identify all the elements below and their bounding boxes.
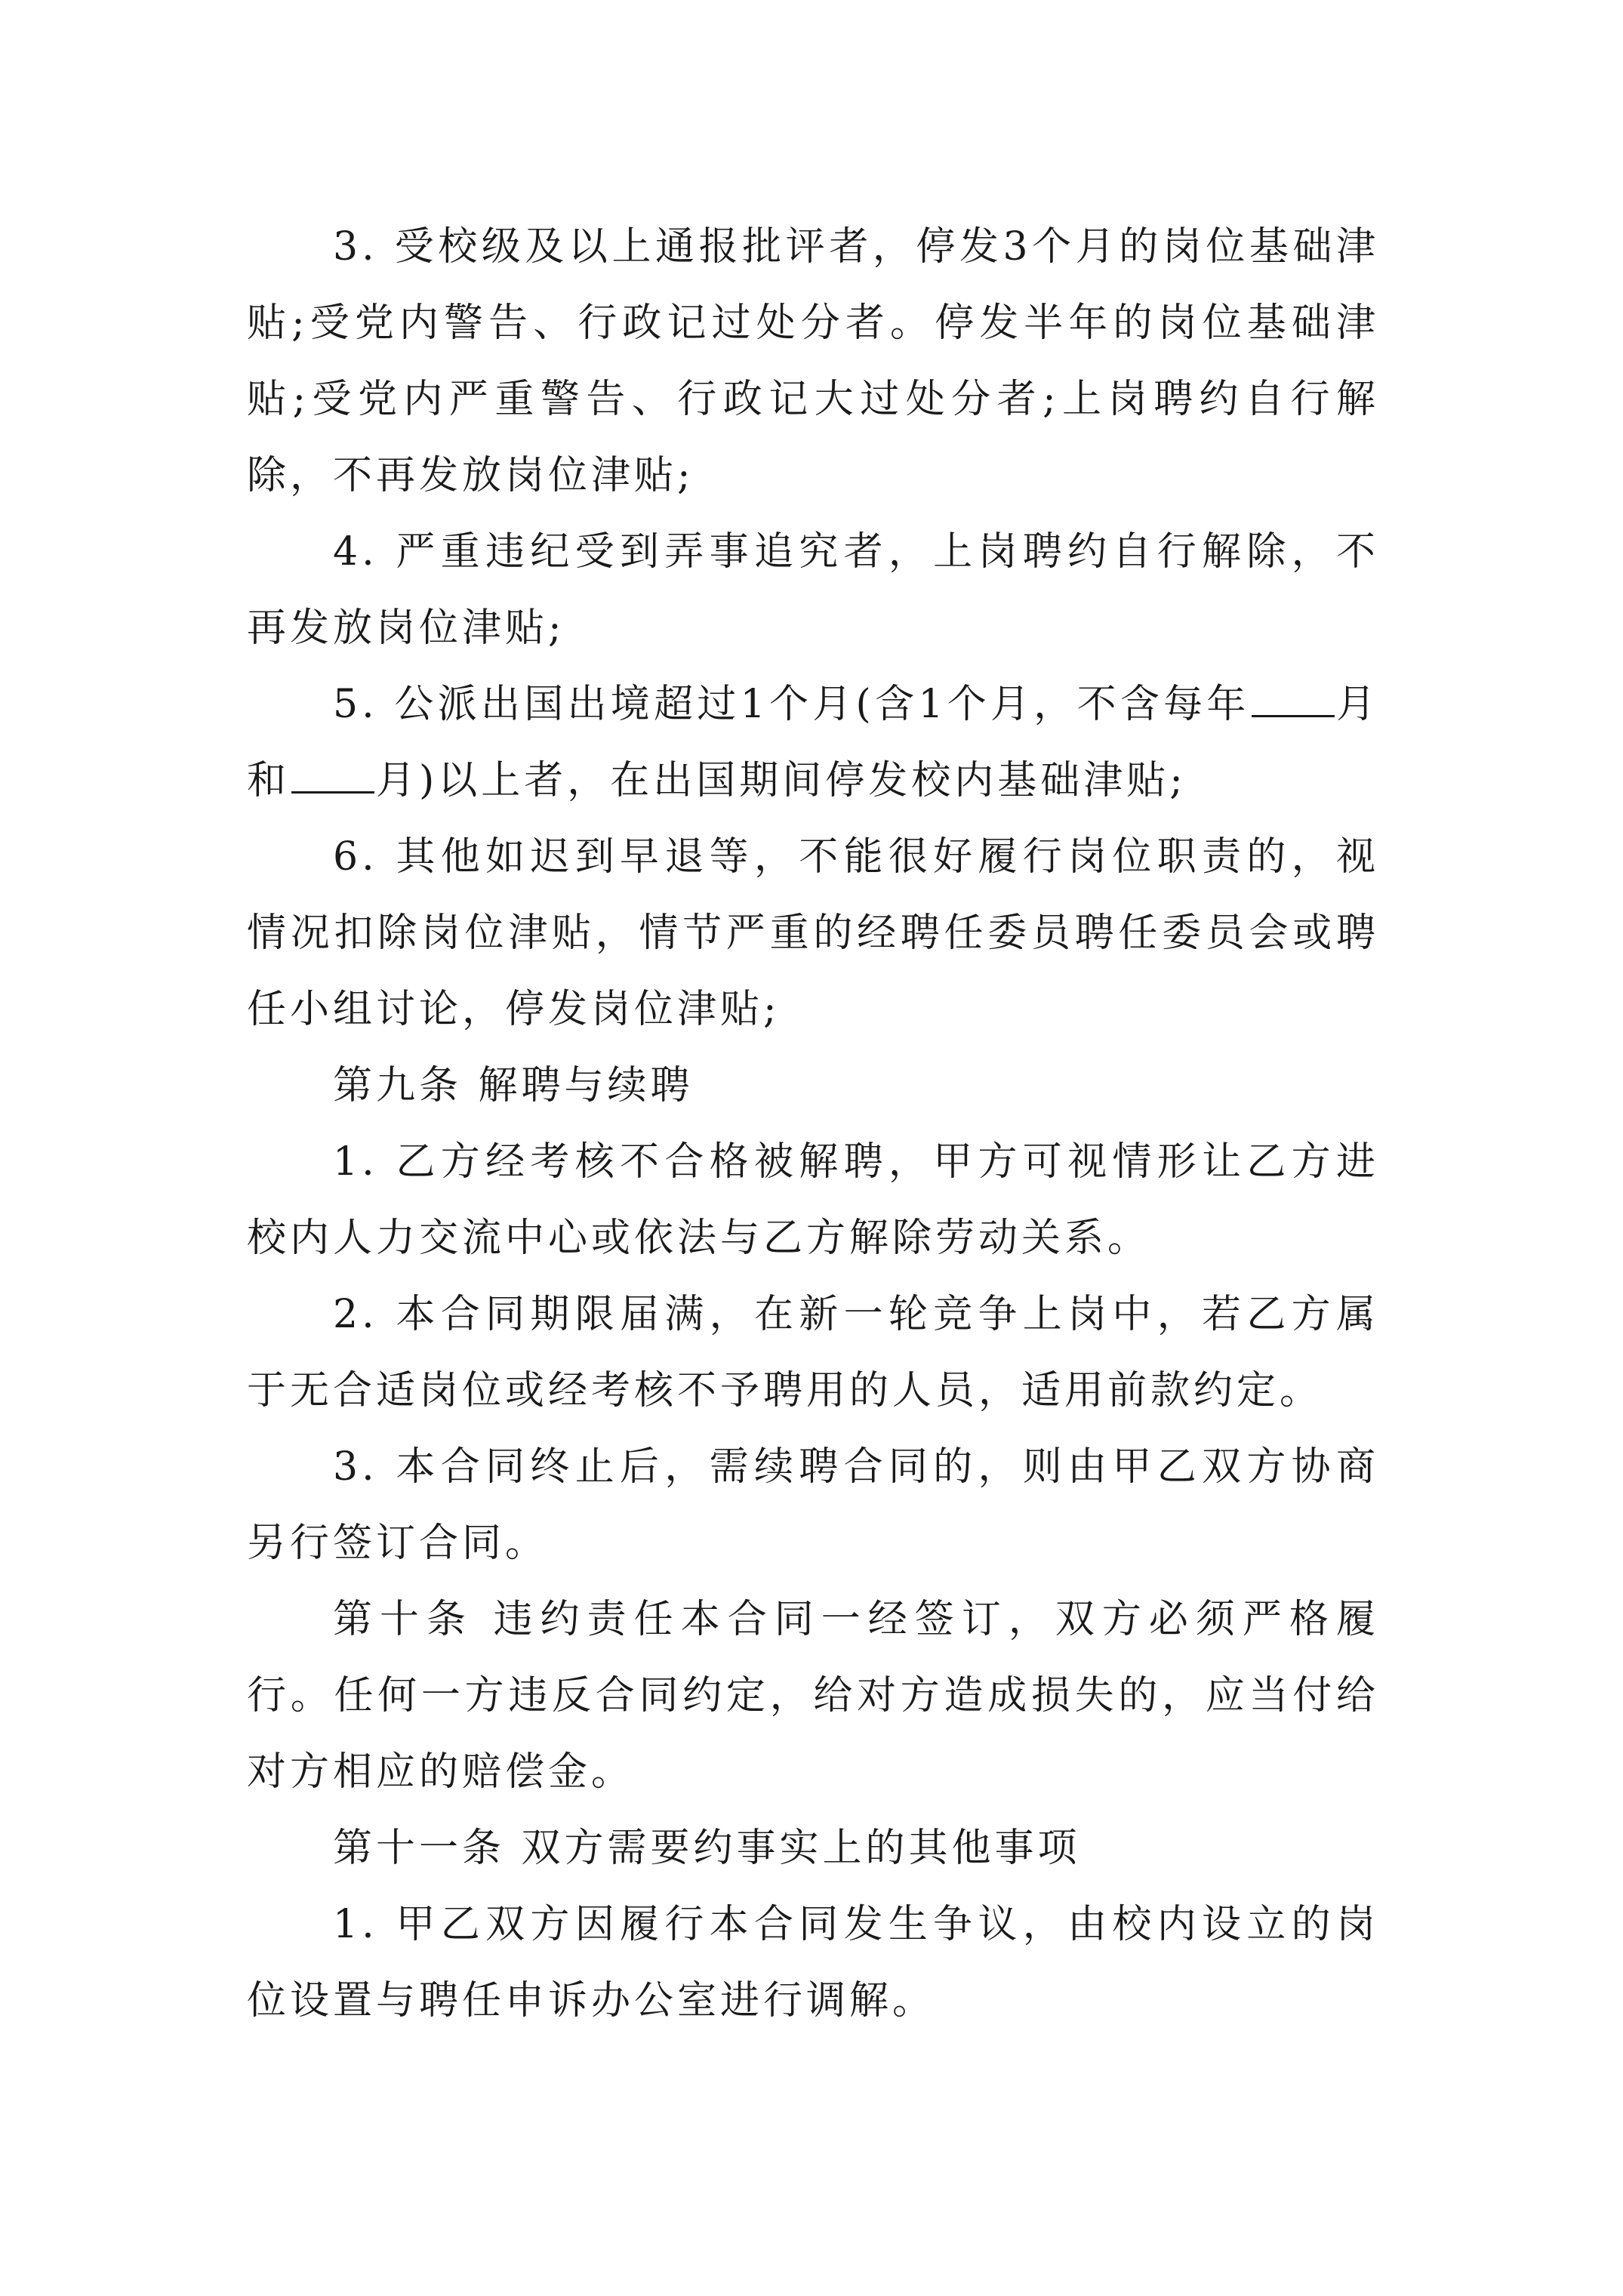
paragraph-clause-8-item-3: 3. 受校级及以上通报批评者，停发3个月的岗位基础津贴;受党内警告、行政记过处分者。停发半年的岗位基础津贴;受党内严重警告、行政记大过处分者;上岗聘约自行解除，不再发放岗位津贴; bbox=[247, 224, 1379, 498]
heading-clause-9: 第九条 解聘与续聘 bbox=[333, 1063, 694, 1108]
paragraph-clause-8-item-4: 4. 严重违纪受到弄事追究者，上岗聘约自行解除，不再发放岗位津贴; bbox=[247, 529, 1379, 651]
document-body bbox=[247, 209, 1379, 2039]
paragraph-clause-10: 第十条 违约责任本合同一经签订，双方必须严格履行。任何一方违反合同约定，给对方造成损失的，应当付给对方相应的赔偿金。 bbox=[247, 1597, 1379, 1795]
paragraph-clause-8-item-6: 6. 其他如迟到早退等，不能很好履行岗位职责的，视情况扣除岗位津贴，情节严重的经聘任委员聘任委员会或聘任小组讨论，停发岗位津贴; bbox=[247, 834, 1379, 1032]
paragraph-clause-9-item-2: 2. 本合同期限届满，在新一轮竞争上岗中，若乙方属于无合适岗位或经考核不予聘用的人员，适用前款约定。 bbox=[247, 1292, 1379, 1413]
paragraph-clause-9-item-1: 1. 乙方经考核不合格被解聘，甲方可视情形让乙方进校内人力交流中心或依法与乙方解除劳动关系。 bbox=[247, 1139, 1379, 1261]
paragraph-clause-11-item-1: 1. 甲乙双方因履行本合同发生争议，由校内设立的岗位设置与聘任申诉办公室进行调解。 bbox=[247, 1902, 1379, 2023]
blank-month-1 bbox=[1252, 679, 1335, 717]
blank-month-2 bbox=[291, 755, 374, 794]
paragraph-clause-8-item-5 bbox=[247, 667, 1379, 819]
paragraph-clause-8-item-5-part-1: 5. 公派出国出境超过1个月(含1个月，不含每年 bbox=[333, 682, 1250, 727]
paragraph-clause-8-item-5-part-2: 月和 bbox=[247, 682, 1379, 803]
heading-clause-11: 第十一条 双方需要约事实上的其他事项 bbox=[333, 1826, 1081, 1871]
paragraph-clause-9-item-3: 3. 本合同终止后，需续聘合同的，则由甲乙双方协商另行签订合同。 bbox=[247, 1444, 1379, 1566]
paragraph-clause-8-item-5-part-3: 月)以上者，在出国期间停发校内基础津贴; bbox=[376, 758, 1187, 803]
